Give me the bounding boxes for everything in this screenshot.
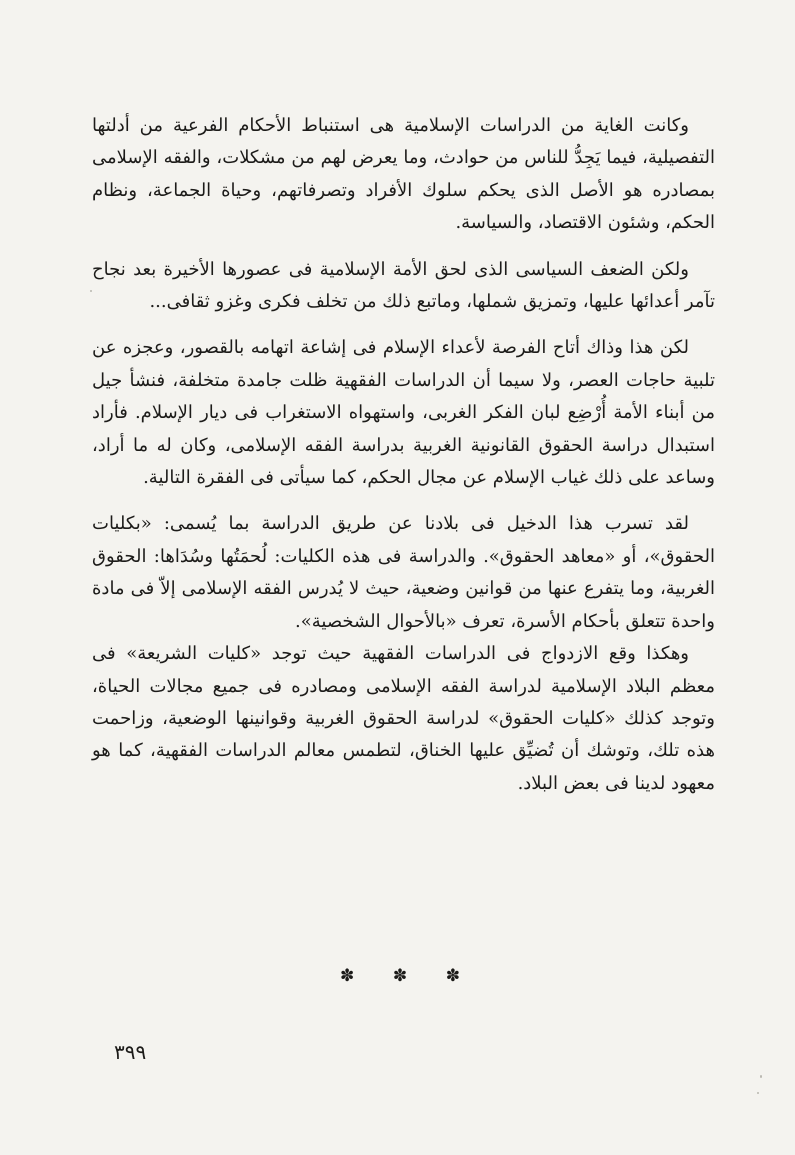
paragraph-3: لكن هذا وذاك أتاح الفرصة لأعداء الإسلام فى إشاعة اتهامه بالقصور، وعجزه عن تلبية حاجات العصر، ولا سيما أن الدراسات الفقهية ظلت جامدة متخلفة، فنشأ جيل من أبناء الأمة أُرْضِع لبان الفكر الغربى، واستهواه الاستغراب فى ديار الإسلام. فأراد استبدال دراسة الحقوق القانونية الغربية بدراسة الفقه الإسلامى، وكان له ما أراد، وساعد على ذلك غياب الإسلام عن مجال الحكم، كما سيأتى فى الفقرة التالية. [92, 337, 715, 489]
paragraph-2: ولكن الضعف السياسى الذى لحق الأمة الإسلامية فى عصورها الأخيرة بعد نجاح تآمر أعدائها عليها، وتمزيق شملها، وماتبع ذلك من تخلف فكرى وغزو ثقافى... [92, 258, 715, 313]
paper-speck [760, 1075, 762, 1078]
paper-speck [757, 1092, 759, 1094]
asterism-star-icon: ✽ [340, 966, 355, 986]
section-divider-ornament [340, 966, 460, 986]
paragraph-4: لقد تسرب هذا الدخيل فى بلادنا عن طريق الدراسة بما يُسمى: «بكليات الحقوق»، أو «معاهد الحقوق». والدراسة فى هذه الكليات: لُحمَتُها وسُدَاها: الحقوق الغربية، وما يتفرع عنها من قوانين وضعية، حيث لا يُدرس الفقه الإسلامى إلاّ فى مادة واحدة تتعلق بأحكام الأسرة، تعرف «بالأحوال الشخصية». [92, 513, 715, 632]
page-number: ٣٩٩ [114, 1040, 147, 1064]
paragraph-5: وهكذا وقع الازدواج فى الدراسات الفقهية حيث توجد «كليات الشريعة» فى معظم البلاد الإسلامية لدراسة الفقه الإسلامى ومصادره فى جميع مجالات الحياة، وتوجد كذلك «كليات الحقوق» لدراسة الحقوق الغربية وقوانينها الوضعية، وزاحمت هذه تلك، وتوشك أن تُضيِّق عليها الخناق، لتطمس معالم الدراسات الفقهية، كما هو معهود لدينا فى بعض البلاد. [92, 643, 715, 794]
paragraph-1: وكانت الغاية من الدراسات الإسلامية هى استنباط الأحكام الفرعية من أدلتها التفصيلية، فيما يَجِدُّ للناس من حوادث، وما يعرض لهم من مشكلات، والفقه الإسلامى بمصادره هو الأصل الذى يحكم سلوك الأفراد وتصرفاتهم، وحياة الجماعة، ونظام الحكم، وشئون الاقتصاد، والسياسة. [92, 115, 715, 234]
page-body-text [92, 110, 715, 800]
asterism-star-icon: ✽ [392, 966, 408, 986]
paper-speck [90, 290, 92, 292]
asterism-star-icon: ✽ [445, 966, 460, 986]
